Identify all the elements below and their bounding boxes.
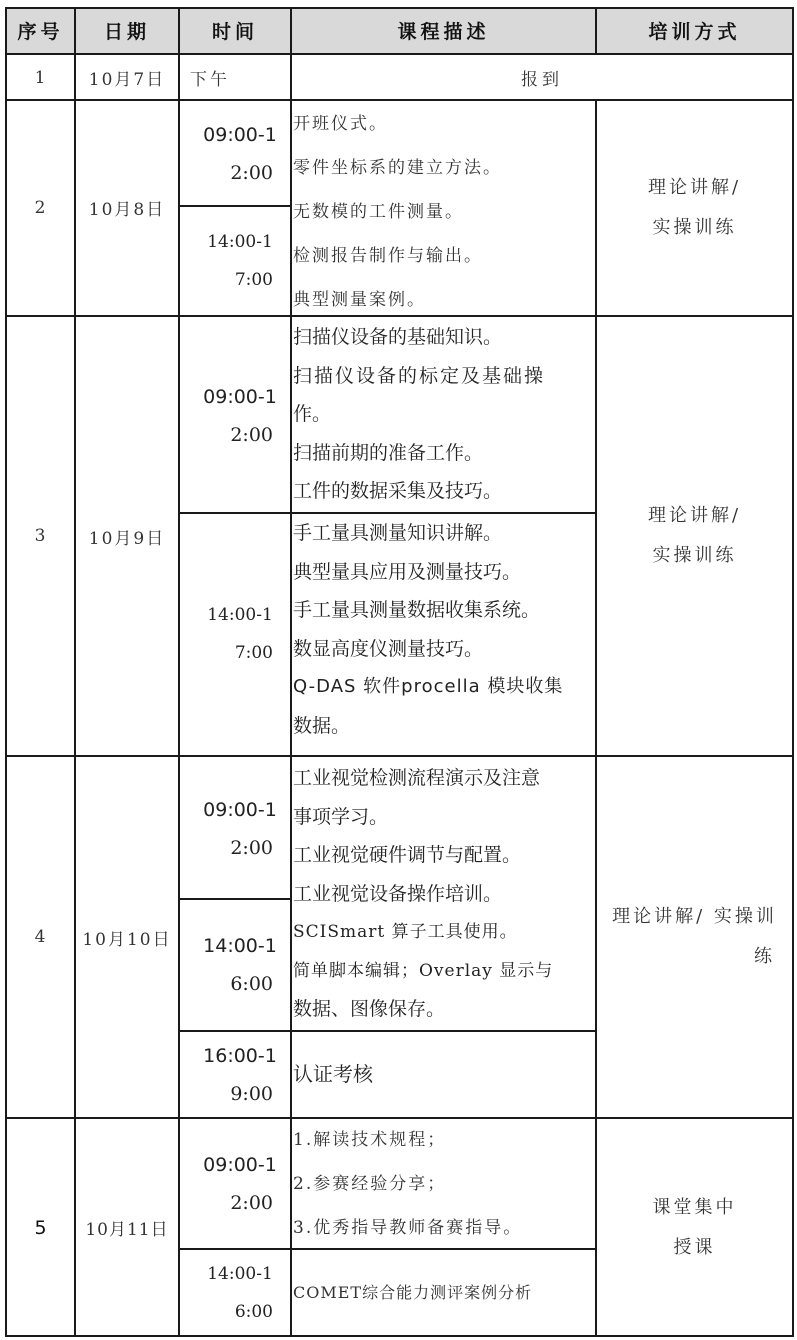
row-4-time-slot-3 [179, 1032, 291, 1117]
row-5-date: 10月11日 [85, 1220, 169, 1240]
column-divider [595, 7, 597, 55]
description-line: 2.参赛经验分享； [293, 1174, 447, 1194]
table-border [5, 755, 794, 757]
description-line: 开班仪式。 [293, 114, 388, 134]
time-end: 9:00 [230, 1082, 273, 1105]
row-1-description: 报到 [521, 70, 563, 90]
time-start: 09:00-1 [203, 798, 277, 821]
header-number: 序号 [17, 21, 64, 43]
cell-divider [179, 1030, 596, 1032]
description-line: 事项学习。 [293, 805, 389, 828]
row-3-time-slot-1 [179, 318, 291, 513]
description-line: Q-DAS 软件procella 模块收集 [293, 676, 564, 697]
table-border [5, 7, 7, 1337]
row-3-training-method [596, 317, 793, 755]
table-border [5, 1335, 794, 1337]
row-5-number: 5 [34, 1216, 47, 1239]
header-time: 时间 [211, 21, 258, 43]
description-line: 零件坐标系的建立方法。 [293, 158, 502, 178]
method-line: 理论讲解/ [647, 176, 742, 198]
description-line: 无数模的工件测量。 [293, 202, 464, 222]
row-2-description [291, 102, 596, 315]
description-line: SCISmart 算子工具使用。 [293, 922, 518, 942]
method-line: 练 [754, 946, 775, 967]
table-border [5, 99, 794, 101]
row-5-description-slot-1 [291, 1120, 596, 1248]
row-5-time-slot-2 [179, 1250, 291, 1336]
row-4-time-slot-2 [179, 900, 291, 1030]
row-1-number: 1 [34, 67, 47, 88]
description-line: 扫描仪设备的基础知识。 [293, 326, 503, 348]
time-end: 7:00 [234, 269, 273, 290]
row-4-number: 4 [34, 927, 47, 947]
method-line: 实操训练 [652, 545, 737, 566]
row-2-time-slot-1 [179, 102, 291, 206]
row-4-description [291, 759, 596, 1031]
cell-divider [179, 1248, 596, 1250]
method-line: 理论讲解/ [647, 505, 742, 526]
header-training-method: 培训方式 [648, 21, 741, 43]
row-3-description-slot-1 [291, 318, 596, 512]
method-line: 理论讲解/ 实操训 [612, 906, 777, 927]
row-4-training-method [596, 757, 793, 1117]
description-line: 典型测量案例。 [293, 290, 426, 310]
table-border [5, 315, 794, 317]
row-4-time-slot-1 [179, 759, 291, 898]
column-divider [595, 99, 597, 1337]
description-line: 3.优秀指导教师备赛指导。 [293, 1218, 523, 1238]
description-line: 手工量具测量数据收集系统。 [293, 599, 541, 621]
row-4-description-exam: 认证考核 [293, 1062, 373, 1087]
time-end: 6:00 [230, 973, 273, 995]
column-divider [290, 7, 292, 1337]
time-start: 09:00-1 [203, 1154, 277, 1176]
column-divider [178, 7, 180, 1337]
row-3-description-slot-2 [291, 514, 596, 754]
method-line: 实操训练 [652, 216, 737, 238]
time-start: 16:00-1 [203, 1044, 277, 1067]
table-border [5, 1117, 794, 1119]
row-2-time-slot-2 [179, 207, 291, 314]
description-line: 数显高度仪测量技巧。 [293, 637, 484, 660]
description-line: 作。 [293, 403, 332, 425]
row-2-number: 2 [34, 197, 47, 218]
time-start: 09:00-1 [203, 124, 277, 146]
row-5-training-method [596, 1119, 793, 1336]
description-line: COMET综合能力测评案例分析 [293, 1283, 533, 1302]
time-end: 2:00 [230, 836, 273, 859]
table-border [5, 53, 794, 55]
row-5-time-slot-1 [179, 1120, 291, 1248]
description-line: 扫描前期的准备工作。 [293, 441, 484, 464]
row-3-number: 3 [34, 526, 47, 546]
row-3-date: 10月9日 [88, 528, 166, 549]
time-end: 2:00 [230, 423, 273, 446]
time-start: 09:00-1 [203, 385, 277, 408]
cell-divider [179, 512, 596, 514]
description-line: 简单脚本编辑；Overlay 显示与 [293, 960, 554, 981]
row-2-date: 10月8日 [88, 200, 166, 220]
row-5-description-slot-2 [291, 1250, 596, 1336]
description-line: 工业视觉硬件调节与配置。 [293, 844, 522, 866]
description-line: 数据。 [293, 714, 351, 737]
description-line: 工业视觉设备操作培训。 [293, 882, 503, 905]
description-line: 手工量具测量知识讲解。 [293, 522, 503, 544]
row-3-time-slot-2 [179, 514, 291, 754]
method-line: 授课 [673, 1236, 716, 1258]
row-1-date: 10月7日 [88, 70, 166, 90]
column-divider [74, 7, 76, 1337]
header-course-description: 课程描述 [397, 21, 490, 43]
header-date: 日期 [103, 21, 150, 43]
cell-divider [179, 205, 291, 207]
cell-divider [179, 898, 291, 900]
description-line: 扫描仪设备的标定及基础操 [293, 364, 546, 387]
time-end: 6:00 [234, 1302, 273, 1322]
time-end: 7:00 [234, 643, 273, 663]
time-start: 14:00-1 [203, 935, 277, 957]
time-start: 14:00-1 [207, 1264, 273, 1284]
row-1-time: 下午 [190, 70, 230, 90]
time-end: 2:00 [230, 162, 273, 184]
row-4-date: 10月10日 [82, 929, 172, 950]
description-line: 工业视觉检测流程演示及注意 [293, 767, 541, 789]
time-start: 14:00-1 [207, 231, 273, 252]
row-2-training-method [596, 100, 793, 315]
table-border [792, 7, 794, 1337]
description-line: 典型量具应用及测量技巧。 [293, 560, 522, 583]
description-line: 数据、图像保存。 [293, 998, 446, 1020]
time-end: 2:00 [230, 1192, 273, 1214]
method-line: 课堂集中 [652, 1196, 737, 1218]
description-line: 1.解读技术规程； [293, 1130, 447, 1150]
table-border [5, 7, 794, 9]
time-start: 14:00-1 [207, 605, 273, 625]
description-line: 工件的数据采集及技巧。 [293, 480, 503, 502]
description-line: 检测报告制作与输出。 [293, 246, 483, 266]
